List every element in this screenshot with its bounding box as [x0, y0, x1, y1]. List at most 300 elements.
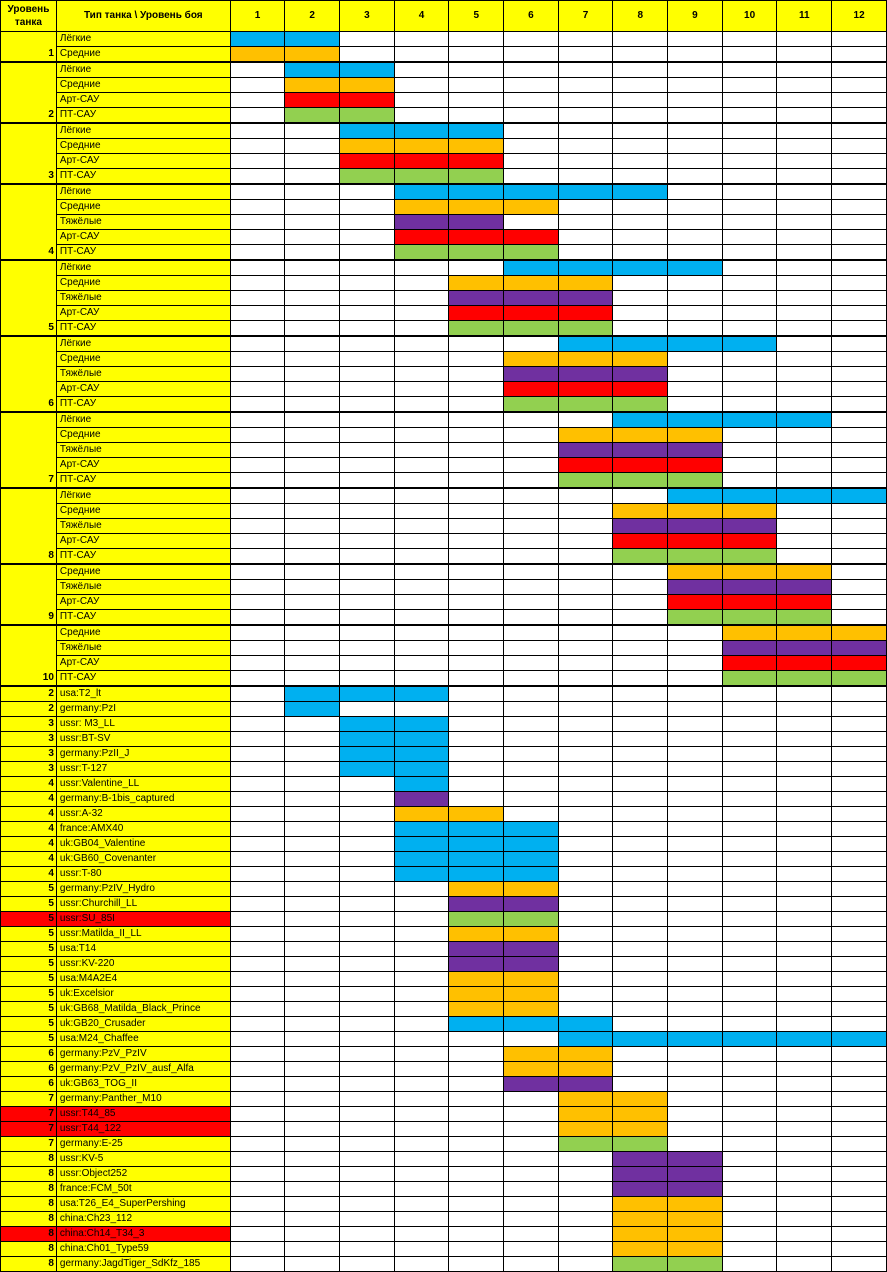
tank-name-label: germany:PzV_PzIV_ausf_Alfa	[56, 1062, 230, 1077]
battle-level-8-header: 8	[613, 1, 668, 32]
type-battle-3-cell	[340, 580, 395, 595]
tank-battle-8-cell	[613, 942, 668, 957]
type-battle-6-cell	[504, 78, 559, 93]
type-battle-5-cell	[449, 641, 504, 656]
tank-battle-7-cell	[558, 732, 613, 747]
tank-battle-8-cell	[613, 1197, 668, 1212]
type-battle-12-cell	[832, 625, 887, 641]
type-battle-2-cell	[285, 139, 340, 154]
tank-row	[1, 1137, 887, 1152]
tank-battle-10-cell	[722, 1062, 777, 1077]
type-battle-5-cell	[449, 123, 504, 139]
type-battle-7-cell	[558, 306, 613, 321]
type-row	[1, 534, 887, 549]
type-battle-7-cell	[558, 488, 613, 504]
tank-battle-6-cell	[504, 837, 559, 852]
type-battle-12-cell	[832, 488, 887, 504]
tank-battle-2-cell	[285, 942, 340, 957]
tank-name-label: germany:PzIV_Hydro	[56, 882, 230, 897]
type-battle-2-cell	[285, 443, 340, 458]
battle-level-10-header: 10	[722, 1, 777, 32]
tank-battle-11-cell	[777, 1122, 832, 1137]
tank-battle-11-cell	[777, 1227, 832, 1242]
tank-row	[1, 1107, 887, 1122]
tank-battle-2-cell	[285, 957, 340, 972]
type-battle-9-cell	[668, 504, 723, 519]
tank-type-label: ПТ-САУ	[56, 321, 230, 337]
tank-name-label: ussr:Churchill_LL	[56, 897, 230, 912]
type-battle-12-cell	[832, 610, 887, 626]
type-battle-8-cell	[613, 412, 668, 428]
type-battle-3-cell	[340, 230, 395, 245]
tank-type-label: Лёгкие	[56, 32, 230, 47]
tank-battle-9-cell	[668, 1047, 723, 1062]
type-battle-7-cell	[558, 139, 613, 154]
type-battle-10-cell	[722, 108, 777, 124]
tank-level-cell: 5	[1, 1017, 57, 1032]
battle-level-1-header: 1	[230, 1, 285, 32]
tank-battle-1-cell	[230, 702, 285, 717]
tank-battle-2-cell	[285, 762, 340, 777]
type-row	[1, 580, 887, 595]
tank-battle-3-cell	[340, 717, 395, 732]
tank-battle-7-cell	[558, 852, 613, 867]
type-row	[1, 123, 887, 139]
type-row	[1, 656, 887, 671]
type-battle-8-cell	[613, 321, 668, 337]
tank-battle-12-cell	[832, 882, 887, 897]
type-battle-6-cell	[504, 336, 559, 352]
tank-battle-1-cell	[230, 897, 285, 912]
type-battle-7-cell	[558, 595, 613, 610]
type-battle-12-cell	[832, 641, 887, 656]
tank-level-cell: 4	[1, 867, 57, 882]
type-battle-7-cell	[558, 412, 613, 428]
tank-battle-3-cell	[340, 972, 395, 987]
tank-battle-5-cell	[449, 732, 504, 747]
tank-battle-5-cell	[449, 1167, 504, 1182]
tank-battle-5-cell	[449, 912, 504, 927]
tank-battle-4-cell	[394, 702, 449, 717]
tank-battle-2-cell	[285, 972, 340, 987]
tank-battle-4-cell	[394, 1152, 449, 1167]
tank-battle-4-cell	[394, 912, 449, 927]
tank-battle-8-cell	[613, 1257, 668, 1272]
tank-battle-9-cell	[668, 762, 723, 777]
battle-level-6-header: 6	[504, 1, 559, 32]
tank-battle-3-cell	[340, 852, 395, 867]
type-battle-11-cell	[777, 443, 832, 458]
tank-level-cell: 8	[1, 1212, 57, 1227]
type-battle-6-cell	[504, 656, 559, 671]
type-row	[1, 428, 887, 443]
table-body	[1, 32, 887, 1272]
tank-battle-3-cell	[340, 912, 395, 927]
tank-battle-2-cell	[285, 792, 340, 807]
type-battle-2-cell	[285, 230, 340, 245]
type-row	[1, 412, 887, 428]
type-battle-5-cell	[449, 154, 504, 169]
type-battle-7-cell	[558, 580, 613, 595]
tank-battle-9-cell	[668, 1197, 723, 1212]
tank-level-cell: 8	[1, 1182, 57, 1197]
type-battle-8-cell	[613, 93, 668, 108]
type-battle-10-cell	[722, 321, 777, 337]
type-battle-5-cell	[449, 139, 504, 154]
type-battle-4-cell	[394, 564, 449, 580]
tank-battle-9-cell	[668, 1062, 723, 1077]
tank-battle-5-cell	[449, 1227, 504, 1242]
type-battle-6-cell	[504, 184, 559, 200]
type-battle-5-cell	[449, 47, 504, 63]
tank-battle-12-cell	[832, 1002, 887, 1017]
type-battle-11-cell	[777, 123, 832, 139]
tank-row	[1, 1122, 887, 1137]
tank-battle-1-cell	[230, 867, 285, 882]
tank-battle-1-cell	[230, 942, 285, 957]
tank-battle-9-cell	[668, 942, 723, 957]
tank-battle-12-cell	[832, 837, 887, 852]
tank-battle-6-cell	[504, 1092, 559, 1107]
type-battle-5-cell	[449, 215, 504, 230]
type-battle-12-cell	[832, 458, 887, 473]
tank-battle-11-cell	[777, 1017, 832, 1032]
tank-name-label: ussr:T-127	[56, 762, 230, 777]
tank-battle-7-cell	[558, 867, 613, 882]
type-row	[1, 443, 887, 458]
type-battle-12-cell	[832, 215, 887, 230]
type-battle-3-cell	[340, 428, 395, 443]
tank-battle-3-cell	[340, 762, 395, 777]
tank-battle-7-cell	[558, 1212, 613, 1227]
tank-battle-10-cell	[722, 1092, 777, 1107]
tank-battle-9-cell	[668, 882, 723, 897]
type-battle-5-cell	[449, 32, 504, 47]
tank-battle-12-cell	[832, 1032, 887, 1047]
type-battle-7-cell	[558, 443, 613, 458]
type-battle-3-cell	[340, 93, 395, 108]
tank-battle-3-cell	[340, 837, 395, 852]
type-battle-12-cell	[832, 428, 887, 443]
tank-battle-7-cell	[558, 1182, 613, 1197]
tank-name-label: france:FCM_50t	[56, 1182, 230, 1197]
type-battle-3-cell	[340, 276, 395, 291]
type-battle-9-cell	[668, 291, 723, 306]
tank-type-label: Арт-САУ	[56, 458, 230, 473]
tank-battle-5-cell	[449, 762, 504, 777]
tank-battle-2-cell	[285, 837, 340, 852]
tank-battle-5-cell	[449, 1032, 504, 1047]
battle-level-9-header: 9	[668, 1, 723, 32]
tank-type-label: Лёгкие	[56, 488, 230, 504]
type-battle-7-cell	[558, 260, 613, 276]
type-battle-10-cell	[722, 123, 777, 139]
type-battle-12-cell	[832, 473, 887, 489]
type-battle-10-cell	[722, 671, 777, 687]
type-battle-3-cell	[340, 306, 395, 321]
type-battle-1-cell	[230, 47, 285, 63]
type-battle-12-cell	[832, 336, 887, 352]
type-battle-7-cell	[558, 534, 613, 549]
tank-level-cell: 6	[1, 1047, 57, 1062]
tank-battle-6-cell	[504, 1107, 559, 1122]
tank-battle-2-cell	[285, 1122, 340, 1137]
tank-battle-12-cell	[832, 1257, 887, 1272]
type-battle-10-cell	[722, 336, 777, 352]
tank-battle-7-cell	[558, 1152, 613, 1167]
type-battle-11-cell	[777, 184, 832, 200]
tank-battle-11-cell	[777, 867, 832, 882]
tank-battle-8-cell	[613, 1122, 668, 1137]
tank-type-label: Средние	[56, 352, 230, 367]
type-battle-6-cell	[504, 534, 559, 549]
type-battle-5-cell	[449, 230, 504, 245]
type-row	[1, 108, 887, 124]
type-battle-10-cell	[722, 352, 777, 367]
tank-battle-5-cell	[449, 702, 504, 717]
type-battle-10-cell	[722, 32, 777, 47]
type-battle-6-cell	[504, 306, 559, 321]
type-battle-7-cell	[558, 321, 613, 337]
type-battle-2-cell	[285, 382, 340, 397]
type-row	[1, 291, 887, 306]
tank-level-cell: 10	[1, 625, 57, 686]
type-battle-8-cell	[613, 488, 668, 504]
tank-battle-2-cell	[285, 732, 340, 747]
type-battle-11-cell	[777, 580, 832, 595]
type-battle-10-cell	[722, 93, 777, 108]
type-battle-4-cell	[394, 306, 449, 321]
tank-battle-8-cell	[613, 1107, 668, 1122]
type-battle-10-cell	[722, 428, 777, 443]
type-battle-2-cell	[285, 169, 340, 185]
type-battle-8-cell	[613, 62, 668, 78]
tank-name-label: uk:GB63_TOG_II	[56, 1077, 230, 1092]
tank-battle-7-cell	[558, 1047, 613, 1062]
tank-battle-3-cell	[340, 807, 395, 822]
type-battle-1-cell	[230, 276, 285, 291]
type-battle-5-cell	[449, 184, 504, 200]
type-battle-9-cell	[668, 625, 723, 641]
tank-battle-7-cell	[558, 1227, 613, 1242]
tank-battle-12-cell	[832, 852, 887, 867]
tank-battle-3-cell	[340, 1002, 395, 1017]
type-battle-2-cell	[285, 504, 340, 519]
type-battle-11-cell	[777, 47, 832, 63]
type-battle-1-cell	[230, 139, 285, 154]
type-battle-9-cell	[668, 534, 723, 549]
tank-battle-4-cell	[394, 987, 449, 1002]
tank-battle-11-cell	[777, 957, 832, 972]
tank-battle-9-cell	[668, 1137, 723, 1152]
tank-battle-10-cell	[722, 1017, 777, 1032]
tank-type-label: Арт-САУ	[56, 382, 230, 397]
type-row	[1, 184, 887, 200]
type-battle-12-cell	[832, 108, 887, 124]
type-row	[1, 610, 887, 626]
type-battle-9-cell	[668, 230, 723, 245]
type-battle-7-cell	[558, 200, 613, 215]
type-battle-5-cell	[449, 671, 504, 687]
tank-battle-12-cell	[832, 1152, 887, 1167]
type-battle-1-cell	[230, 671, 285, 687]
tank-battle-9-cell	[668, 822, 723, 837]
type-battle-2-cell	[285, 671, 340, 687]
tank-battle-4-cell	[394, 957, 449, 972]
type-battle-3-cell	[340, 47, 395, 63]
tank-battle-10-cell	[722, 1197, 777, 1212]
type-battle-3-cell	[340, 245, 395, 261]
type-battle-10-cell	[722, 625, 777, 641]
type-battle-2-cell	[285, 458, 340, 473]
tank-battle-3-cell	[340, 732, 395, 747]
tank-battle-7-cell	[558, 1242, 613, 1257]
tank-battle-4-cell	[394, 1227, 449, 1242]
type-battle-10-cell	[722, 291, 777, 306]
tank-battle-7-cell	[558, 1077, 613, 1092]
tank-battle-6-cell	[504, 1212, 559, 1227]
tank-name-label: usa:M24_Chaffee	[56, 1032, 230, 1047]
tank-battle-3-cell	[340, 897, 395, 912]
tank-battle-7-cell	[558, 837, 613, 852]
type-battle-12-cell	[832, 534, 887, 549]
tank-row	[1, 822, 887, 837]
type-battle-8-cell	[613, 260, 668, 276]
type-battle-12-cell	[832, 93, 887, 108]
type-battle-4-cell	[394, 412, 449, 428]
type-battle-1-cell	[230, 443, 285, 458]
type-battle-1-cell	[230, 488, 285, 504]
type-battle-1-cell	[230, 62, 285, 78]
type-battle-7-cell	[558, 549, 613, 565]
type-row	[1, 169, 887, 185]
type-battle-4-cell	[394, 276, 449, 291]
tank-level-cell: 5	[1, 882, 57, 897]
tank-battle-4-cell	[394, 1242, 449, 1257]
type-battle-7-cell	[558, 428, 613, 443]
type-battle-9-cell	[668, 641, 723, 656]
tank-name-label: usa:T14	[56, 942, 230, 957]
type-battle-4-cell	[394, 519, 449, 534]
type-battle-9-cell	[668, 595, 723, 610]
tank-battle-2-cell	[285, 1002, 340, 1017]
type-battle-11-cell	[777, 245, 832, 261]
type-battle-8-cell	[613, 443, 668, 458]
tank-name-label: ussr:Valentine_LL	[56, 777, 230, 792]
type-battle-8-cell	[613, 200, 668, 215]
tank-name-label: germany:PzV_PzIV	[56, 1047, 230, 1062]
tank-battle-9-cell	[668, 867, 723, 882]
tank-battle-2-cell	[285, 1182, 340, 1197]
type-battle-3-cell	[340, 504, 395, 519]
tank-battle-8-cell	[613, 792, 668, 807]
tank-name-label: ussr:T44_122	[56, 1122, 230, 1137]
tank-name-label: germany:JagdTiger_SdKfz_185	[56, 1257, 230, 1272]
type-battle-6-cell	[504, 260, 559, 276]
type-battle-11-cell	[777, 641, 832, 656]
tank-battle-6-cell	[504, 1227, 559, 1242]
tank-battle-9-cell	[668, 1242, 723, 1257]
type-battle-9-cell	[668, 47, 723, 63]
tank-battle-6-cell	[504, 822, 559, 837]
tank-battle-5-cell	[449, 1197, 504, 1212]
type-battle-9-cell	[668, 564, 723, 580]
type-battle-9-cell	[668, 78, 723, 93]
tank-level-cell: 2	[1, 702, 57, 717]
type-battle-11-cell	[777, 656, 832, 671]
tank-battle-10-cell	[722, 686, 777, 702]
type-battle-12-cell	[832, 230, 887, 245]
type-battle-12-cell	[832, 412, 887, 428]
type-battle-9-cell	[668, 336, 723, 352]
tank-battle-9-cell	[668, 686, 723, 702]
tank-battle-1-cell	[230, 1107, 285, 1122]
tank-battle-4-cell	[394, 1197, 449, 1212]
tank-battle-4-cell	[394, 972, 449, 987]
tank-battle-1-cell	[230, 1227, 285, 1242]
tank-battle-7-cell	[558, 912, 613, 927]
type-battle-4-cell	[394, 488, 449, 504]
tank-battle-3-cell	[340, 1032, 395, 1047]
type-battle-3-cell	[340, 260, 395, 276]
type-battle-4-cell	[394, 108, 449, 124]
type-battle-5-cell	[449, 352, 504, 367]
tank-battle-1-cell	[230, 837, 285, 852]
tank-row	[1, 942, 887, 957]
tank-battle-6-cell	[504, 747, 559, 762]
type-battle-5-cell	[449, 625, 504, 641]
tank-row	[1, 732, 887, 747]
tank-row	[1, 1152, 887, 1167]
tank-battle-5-cell	[449, 1002, 504, 1017]
tank-battle-12-cell	[832, 1167, 887, 1182]
tank-battle-10-cell	[722, 837, 777, 852]
tank-battle-4-cell	[394, 837, 449, 852]
type-battle-4-cell	[394, 245, 449, 261]
tank-battle-10-cell	[722, 897, 777, 912]
tank-battle-7-cell	[558, 717, 613, 732]
type-battle-7-cell	[558, 245, 613, 261]
tank-battle-12-cell	[832, 747, 887, 762]
tank-battle-11-cell	[777, 942, 832, 957]
tank-battle-2-cell	[285, 1227, 340, 1242]
type-battle-7-cell	[558, 641, 613, 656]
tank-battle-8-cell	[613, 837, 668, 852]
tank-type-label: Средние	[56, 276, 230, 291]
tank-battle-10-cell	[722, 1077, 777, 1092]
tank-battle-7-cell	[558, 957, 613, 972]
type-battle-1-cell	[230, 549, 285, 565]
type-battle-10-cell	[722, 382, 777, 397]
tank-battle-4-cell	[394, 747, 449, 762]
tank-row	[1, 957, 887, 972]
tank-row	[1, 837, 887, 852]
type-battle-8-cell	[613, 534, 668, 549]
tank-type-label: Средние	[56, 564, 230, 580]
type-battle-3-cell	[340, 367, 395, 382]
type-battle-12-cell	[832, 169, 887, 185]
type-battle-6-cell	[504, 504, 559, 519]
tank-name-label: ussr:Matilda_II_LL	[56, 927, 230, 942]
tank-type-label: Арт-САУ	[56, 230, 230, 245]
type-battle-4-cell	[394, 123, 449, 139]
type-battle-10-cell	[722, 276, 777, 291]
tank-battle-1-cell	[230, 686, 285, 702]
type-battle-10-cell	[722, 62, 777, 78]
tank-battle-12-cell	[832, 822, 887, 837]
type-battle-11-cell	[777, 32, 832, 47]
tank-row	[1, 1017, 887, 1032]
